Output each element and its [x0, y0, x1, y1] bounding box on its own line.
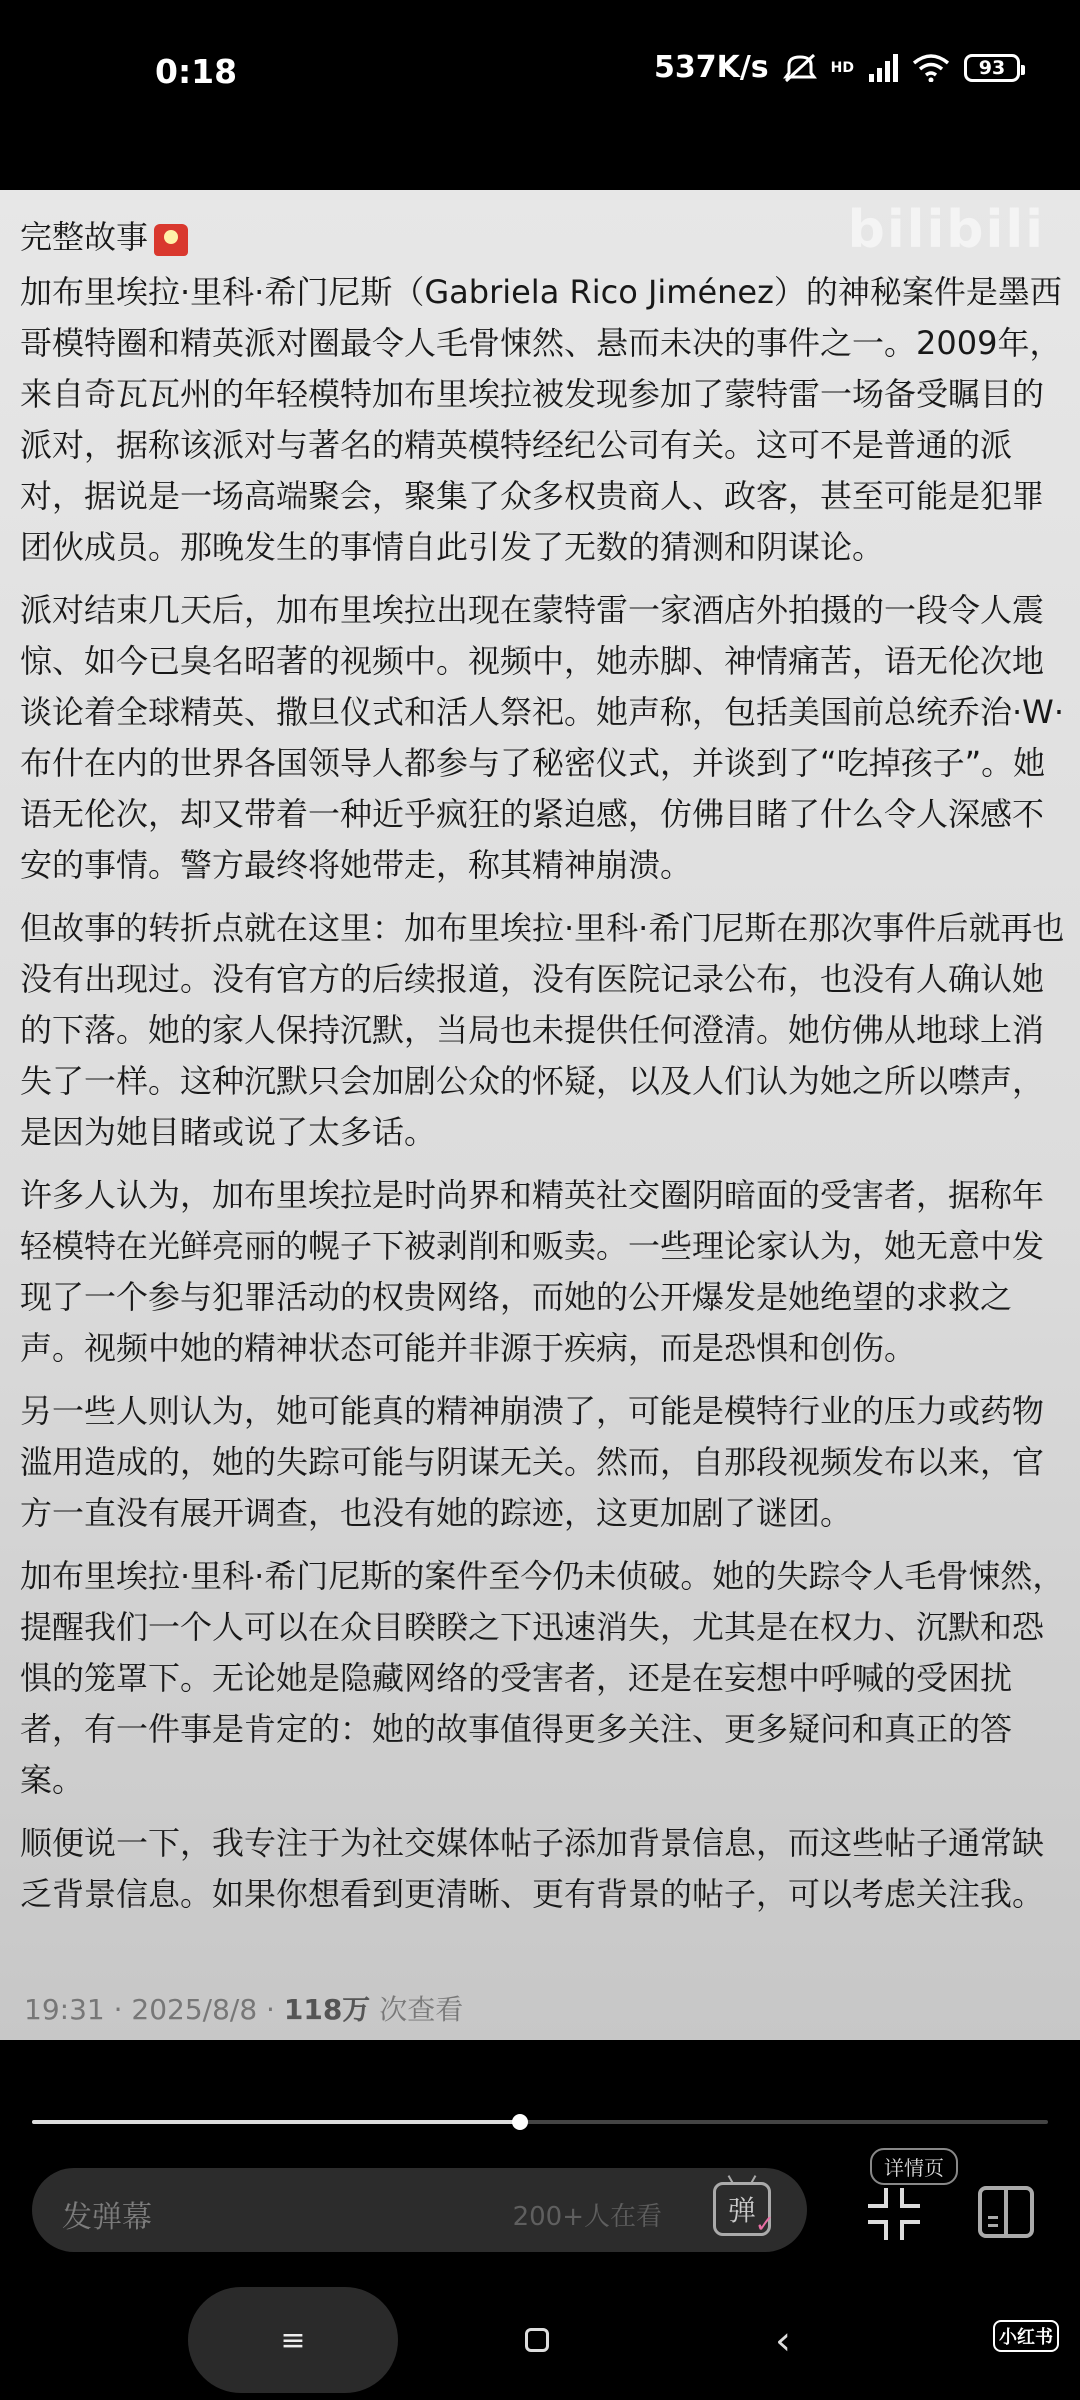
back-button[interactable]: ‹ — [775, 2318, 791, 2364]
collapse-icon[interactable] — [868, 2188, 920, 2240]
status-bar — [0, 0, 1080, 150]
detail-page-label[interactable]: 详情页 — [870, 2148, 958, 2185]
home-button[interactable] — [525, 2328, 549, 2352]
network-speed: 537K/s — [653, 50, 769, 85]
status-time: 0:18 — [155, 52, 238, 91]
wifi-icon — [912, 54, 950, 82]
post-meta — [24, 1988, 463, 2028]
watermark: bilibili — [847, 200, 1045, 260]
status-icons — [654, 50, 1020, 85]
post-image — [0, 190, 1080, 2040]
menu-button[interactable] — [188, 2287, 398, 2393]
post-text — [20, 212, 1065, 1932]
menu-icon: ≡ — [280, 2322, 306, 2358]
post-paragraph-1: 加布里埃拉·里科·希门尼斯（Gabriela Rico Jiménez）的神秘案件是墨西哥模特圈和精英派对圈最令人毛骨悚然、悬而未决的事件之一。2009年，来自奇瓦瓦州的年轻模特加布里埃拉被发现参加了蒙特雷一场备受瞩目的派对，据称该派对与著名的精英模特经纪公司有关。这可不是普通的派对，据说是一场高端聚会，聚集了众多权贵商人、政客，甚至可能是犯罪团伙成员。那晚发生的事情自此引发了无数的猜测和阴谋论。 — [20, 273, 1062, 566]
battery-icon: 93 — [964, 54, 1020, 82]
network-type: HD — [830, 59, 854, 76]
view-count: 118万 — [283, 1993, 371, 2026]
post-paragraph-2: 派对结束几天后，加布里埃拉出现在蒙特雷一家酒店外拍摄的一段令人震惊、如今已臭名昭著的视频中。视频中，她赤脚、神情痛苦，语无伦次地谈论着全球精英、撒旦仪式和活人祭祀。她声称，包括美国前总统乔治·W·布什在内的世界各国领导人都参与了秘密仪式，并谈到了“吃掉孩子”。她语无伦次，却又带着一种近乎疯狂的紧迫感，仿佛目睹了什么令人深感不安的事情。警方最终将她带走，称其精神崩溃。 — [20, 591, 1064, 884]
progress-bar[interactable] — [32, 2120, 1048, 2124]
post-title-text: 完整故事 — [20, 218, 149, 256]
siren-icon — [154, 224, 188, 256]
post-paragraph-4: 许多人认为，加布里埃拉是时尚界和精英社交圈阴暗面的受害者，据称年轻模特在光鲜亮丽的幌子下被剥削和贩卖。一些理论家认为，她无意中发现了一个参与犯罪活动的权贵网络，而她的公开爆发是她绝望的求救之声。视频中她的精神状态可能并非源于疾病，而是恐惧和创伤。 — [20, 1176, 1045, 1367]
post-paragraph-6: 加布里埃拉·里科·希门尼斯的案件至今仍未侦破。她的失踪令人毛骨悚然，提醒我们一个人可以在众目睽睽之下迅速消失，尤其是在权力、沉默和恐惧的笼罩下。无论她是隐藏网络的受害者，还是在妄想中呼喊的受困扰者，有一件事是肯定的：她的故事值得更多关注、更多疑问和真正的答案。 — [20, 1557, 1065, 1799]
post-title — [20, 212, 1065, 263]
danmaku-input[interactable]: 发弹幕 — [62, 2200, 152, 2235]
signal-icon — [868, 54, 898, 82]
view-count-suffix: 次查看 — [370, 1993, 464, 2026]
post-paragraph-5: 另一些人则认为，她可能真的精神崩溃了，可能是模特行业的压力或药物滥用造成的，她的失踪可能与阴谋无关。然而，自那段视频发布以来，官方一直没有展开调查，也没有她的踪迹，这更加剧了谜团。 — [20, 1392, 1045, 1532]
viewer-count: 200+人在看 — [512, 2202, 662, 2232]
post-paragraph-7: 顺便说一下，我专注于为社交媒体帖子添加背景信息，而这些帖子通常缺乏背景信息。如果你想看到更清晰、更有背景的帖子，可以考虑关注我。 — [20, 1824, 1045, 1913]
app-logo: 小红书 — [993, 2320, 1059, 2352]
post-timestamp: 19:31 · 2025/8/8 · — [24, 1993, 284, 2026]
post-paragraph-3: 但故事的转折点就在这里：加布里埃拉·里科·希门尼斯在那次事件后就再也没有出现过。没有官方的后续报道，没有医院记录公布，也没有人确认她的下落。她的家人保持沉默，当局也未提供任何澄清。她仿佛从地球上消失了一样。这种沉默只会加剧公众的怀疑，以及人们认为她之所以噤声，是因为她目睹或说了太多话。 — [20, 909, 1065, 1151]
mute-icon — [783, 53, 817, 83]
check-icon: ✓ — [754, 2210, 775, 2238]
progress-thumb[interactable] — [512, 2114, 528, 2130]
navigation-bar — [0, 2280, 1080, 2400]
danmaku-button-label: 弹 — [727, 2194, 756, 2227]
page-mode-icon[interactable] — [978, 2186, 1034, 2238]
progress-fill — [32, 2120, 520, 2124]
danmaku-input-bar[interactable] — [32, 2168, 807, 2252]
